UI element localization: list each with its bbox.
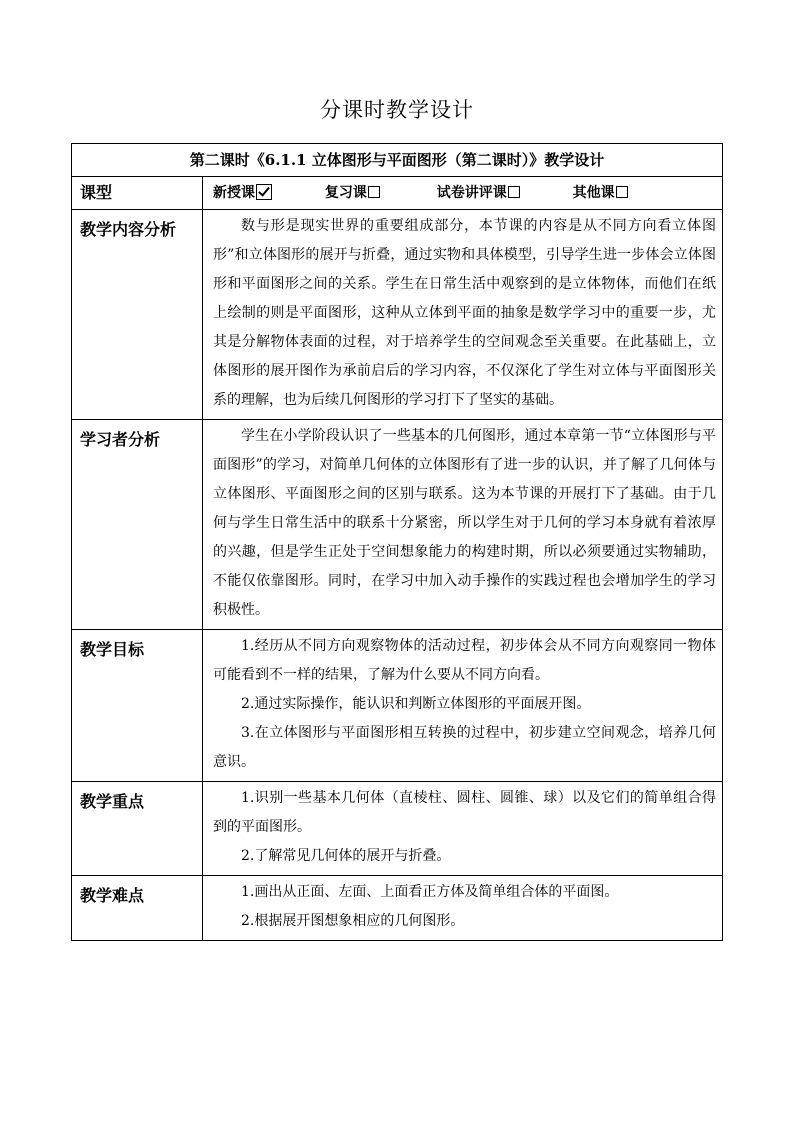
- section-row-teaching-objectives: [72, 630, 723, 782]
- checkbox-icon[interactable]: [616, 186, 628, 198]
- course-type-options: [203, 177, 723, 210]
- option-exam-review-lesson[interactable]: [437, 177, 520, 209]
- section-row-learner-analysis: [72, 420, 723, 630]
- section-paragraph: 3.在立体图形与平面图形相互转换的过程中，初步建立空间观念，培养几何意识。: [213, 725, 716, 770]
- caption-row: [72, 144, 723, 177]
- section-label: 学习者分析: [72, 420, 203, 630]
- section-paragraph: 1.识别一些基本几何体（直棱柱、圆柱、圆锥、球）以及它们的简单组合得到的平面图形。: [213, 790, 716, 835]
- section-row-difficult-points: [72, 876, 723, 941]
- checkbox-icon[interactable]: [368, 186, 380, 198]
- checkbox-icon[interactable]: [508, 186, 520, 198]
- table-caption: 第二课时《6.1.1 立体图形与平面图形（第二课时）》教学设计: [72, 144, 723, 177]
- section-paragraph: 1.画出从正面、左面、上面看正方体及简单组合体的平面图。: [241, 884, 619, 900]
- section-paragraph: 1.经历从不同方向观察物体的活动过程，初步体会从不同方向观察同一物体可能看到不一样的结果，了解为什么要从不同方向看。: [213, 638, 716, 683]
- section-paragraph: 2.根据展开图想象相应的几何图形。: [241, 913, 465, 929]
- section-label: 教学内容分析: [72, 210, 203, 420]
- document-title: 分课时教学设计: [320, 98, 474, 122]
- option-exam-review-lesson-label: 试卷讲评课: [436, 185, 507, 201]
- section-paragraph: 2.通过实际操作，能认识和判断立体图形的平面展开图。: [241, 696, 591, 712]
- option-new-lesson-label: 新授课: [213, 185, 255, 201]
- section-content: [203, 420, 723, 630]
- checked-checkbox-icon[interactable]: [256, 184, 272, 200]
- option-new-lesson[interactable]: [213, 177, 272, 209]
- section-label: 教学难点: [72, 876, 203, 941]
- section-content: [203, 630, 723, 782]
- section-label: 教学目标: [72, 630, 203, 782]
- section-label: 教学重点: [72, 782, 203, 876]
- option-other-lesson[interactable]: [573, 177, 628, 209]
- section-content: [203, 782, 723, 876]
- section-row-key-points: [72, 782, 723, 876]
- section-content: [203, 210, 723, 420]
- section-paragraph: 2.了解常见几何体的展开与折叠。: [241, 848, 451, 864]
- lesson-plan-table: [71, 143, 723, 941]
- option-other-lesson-label: 其他课: [572, 185, 615, 201]
- section-row-content-analysis: [72, 210, 723, 420]
- option-review-lesson-label: 复习课: [324, 185, 367, 201]
- section-paragraph: 学生在小学阶段认识了一些基本的几何图形，通过本章第一节“立体图形与平面图形”的学习，对简单几何体的立体图形有了进一步的认识，并了解了几何体与立体图形、平面图形之间的区别与联系。这为本节课的开展打下了基础。由于几何与学生日常生活中的联系十分紧密，所以学生对于几何的学习本身就有着浓厚的兴趣，但是学生正处于空间想象能力的构建时期，所以必须要通过实物辅助，不能仅依靠图形。同时，在学习中加入动手操作的实践过程也会增加学生的学习积极性。: [213, 428, 716, 618]
- option-review-lesson[interactable]: [325, 177, 380, 209]
- course-type-label: 课型: [72, 177, 203, 210]
- section-content: [203, 876, 723, 941]
- section-paragraph: 数与形是现实世界的重要组成部分，本节课的内容是从不同方向看立体图形”和立体图形的展开与折叠，通过实物和具体模型，引导学生进一步体会立体图形和平面图形之间的关系。学生在日常生活中观察到的是立体物体，而他们在纸上绘制的则是平面图形，这种从立体到平面的抽象是数学学习中的重要一步，尤其是分解物体表面的过程，对于培养学生的空间观念至关重要。在此基础上，立体图形的展开图作为承前启后的学习内容，不仅深化了学生对立体与平面图形关系的理解，也为后续几何图形的学习打下了坚实的基础。: [213, 218, 716, 408]
- course-type-row: [72, 177, 723, 210]
